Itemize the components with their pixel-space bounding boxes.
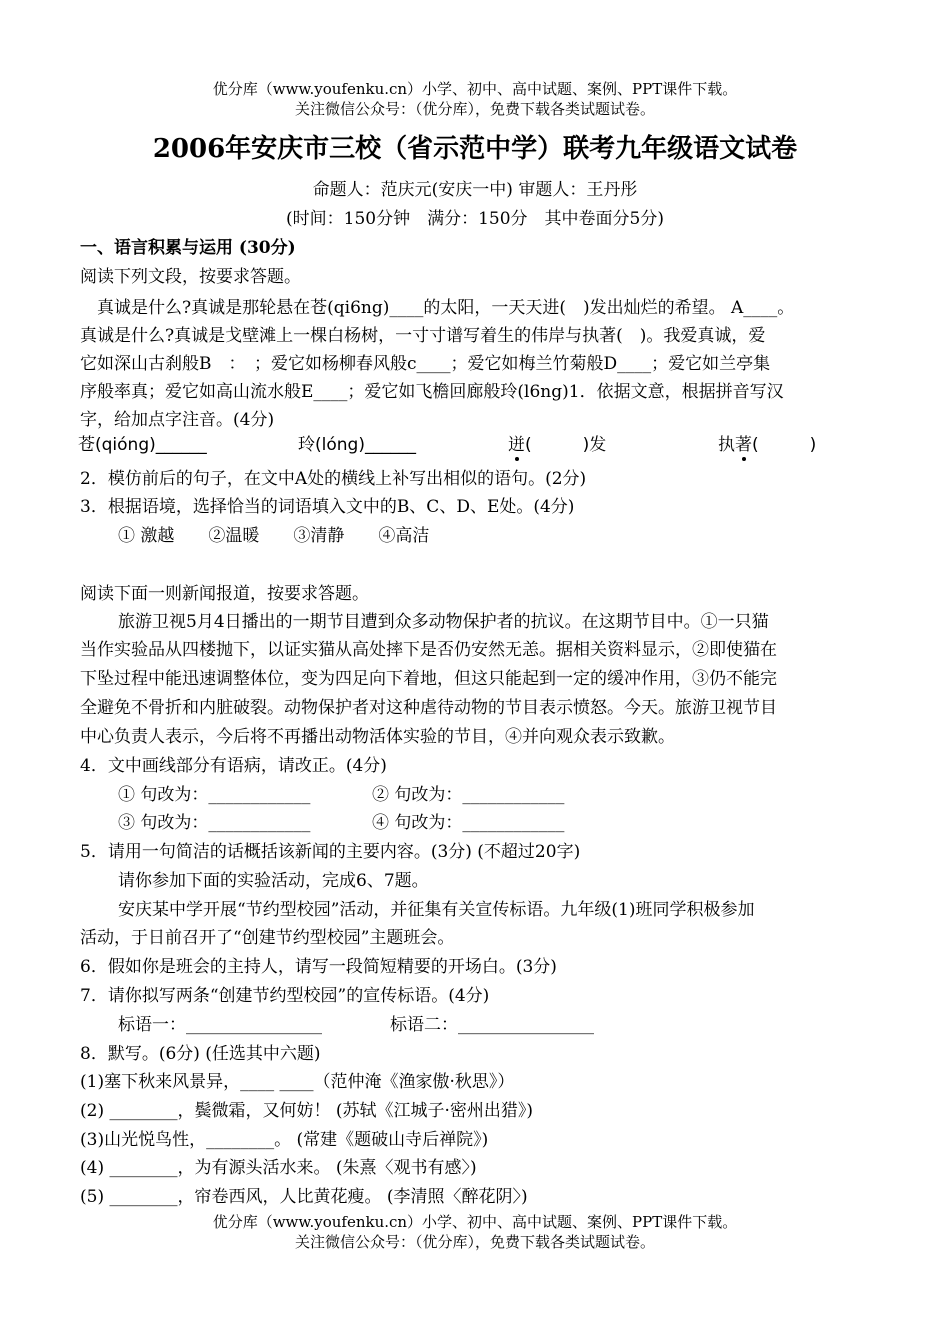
recitation-item: (2) ________，鬓微霜，又何妨！ (苏轼《江城子·密州出猎》) — [80, 1101, 534, 1121]
question-4-answer-2: ② 句改为：____________ — [372, 785, 565, 805]
news-line: 当作实验品从四楼抛下，以证实猫从高处摔下是否仍安然无恙。据相关资料显示，②即使猫在 — [80, 640, 777, 660]
question-6: 6．假如你是班会的主持人，请写一段简短精要的开场白。(3分) — [80, 957, 557, 977]
header-line-2: 关注微信公众号：（优分库），免费下载各类试题试卷。 — [294, 100, 655, 118]
question-8: 8．默写。(6分) (任选其中六题) — [80, 1044, 321, 1064]
slogan-1: 标语一：________________ — [118, 1015, 322, 1035]
pinyin-item-1 — [78, 434, 207, 456]
recitation-item: (1)塞下秋来风景异，____ ____（范仲淹《渔家傲·秋思》） — [80, 1072, 515, 1092]
slogan-2: 标语二：________________ — [390, 1015, 594, 1035]
question-6-7-intro: 请你参加下面的实验活动，完成6、7题。 — [118, 871, 429, 891]
pinyin-char-1: 苍 — [78, 435, 95, 455]
news-line: 下坠过程中能迅速调整体位，变为四足向下着地，但这只能起到一定的缓冲作用，③仍不能完 — [80, 669, 777, 689]
question-3: 3．根据语境，选择恰当的词语填入文中的B、C、D、E处。(4分) — [80, 497, 575, 517]
passage-line: 序般率真；爱它如高山流水般E____；爱它如飞檐回廊般玲(l6ng)1．依据文意，根据拼音写汉 — [80, 382, 784, 402]
passage-line: 真诚是什么?真诚是那轮悬在苍(qi6ng)____的太阳，一天天进( )发出灿烂的希望。 A____。 — [80, 298, 795, 318]
question-2: 2．模仿前后的句子，在文中A处的横线上补写出相似的语句。(2分) — [80, 469, 587, 489]
pinyin-char-4b: 著 — [735, 435, 752, 455]
recitation-item: (3)山光悦鸟性，________。 (常建《题破山寺后禅院》) — [80, 1130, 489, 1150]
instruction-1: 阅读下列文段，按要求答题。 — [80, 267, 301, 287]
section-heading: 一、语言积累与运用 (30分) — [80, 238, 296, 258]
footer-line-2: 关注微信公众号：（优分库），免费下载各类试题试卷。 — [294, 1233, 655, 1251]
pinyin-char-3: 迸 — [508, 435, 525, 455]
pinyin-item-4 — [718, 434, 816, 456]
question-4-answer-3: ③ 句改为：____________ — [118, 813, 311, 833]
pinyin-item-3 — [508, 434, 606, 456]
pinyin-char-4a: 执 — [718, 435, 735, 455]
recitation-item: (5) ________，帘卷西风，人比黄花瘦。 (李清照〈醉花阴〉) — [80, 1187, 528, 1207]
page-title: 2006年安庆市三校（省示范中学）联考九年级语文试卷 — [152, 134, 798, 164]
pinyin-answer-4: ( ) — [752, 435, 817, 455]
question-7: 7．请你拟写两条“创建节约型校园”的宣传标语。(4分) — [80, 986, 490, 1006]
question-4-answer-4: ④ 句改为：____________ — [372, 813, 565, 833]
question-5: 5．请用一句简洁的话概括该新闻的主要内容。(3分) (不超过20字) — [80, 842, 581, 862]
pinyin-answer-3: ( )发 — [525, 435, 607, 455]
passage-line: 它如深山古刹般B ： ；爱它如杨柳春风般c____；爱它如梅兰竹菊般D____；爱它如兰亭集 — [80, 354, 771, 374]
time-info: (时间：150分钟 满分：150分 其中卷面分5分) — [286, 209, 664, 229]
pinyin-answer-1: (qióng)______ — [95, 435, 207, 455]
pinyin-item-2: 玲(lóng)______ — [298, 435, 416, 455]
activity-line-2: 活动，于日前召开了“创建节约型校园”主题班会。 — [80, 928, 455, 948]
question-3-options: ① 激越 ②温暖 ③清静 ④高洁 — [118, 526, 430, 546]
news-line: 中心负责人表示，今后将不再播出动物活体实验的节目，④并向观众表示致歉。 — [80, 727, 675, 747]
recitation-item: (4) ________，为有源头活水来。 (朱熹〈观书有感〉) — [80, 1158, 477, 1178]
footer-line-1: 优分库（www.youfenku.cn）小学、初中、高中试题、案例、PPT课件下载。 — [212, 1213, 738, 1231]
question-4: 4．文中画线部分有语病，请改正。(4分) — [80, 756, 387, 776]
authors: 命题人：范庆元(安庆一中) 审题人：王丹彤 — [312, 180, 638, 200]
activity-line-1: 安庆某中学开展“节约型校园”活动，并征集有关宣传标语。九年级(1)班同学积极参加 — [118, 900, 755, 920]
header-line-1: 优分库（www.youfenku.cn）小学、初中、高中试题、案例、PPT课件下载。 — [212, 80, 738, 98]
question-4-answer-1: ① 句改为：____________ — [118, 785, 311, 805]
instruction-2: 阅读下面一则新闻报道，按要求答题。 — [80, 584, 369, 604]
passage-line: 真诚是什么?真诚是戈壁滩上一棵白杨树，一寸寸谱写着生的伟岸与执著( )。我爱真诚，爱 — [80, 326, 766, 346]
news-line: 全避免不骨折和内脏破裂。动物保护者对这种虐待动物的节目表示愤怒。今天。旅游卫视节目 — [80, 698, 777, 718]
passage-line: 字，给加点字注音。(4分) — [80, 410, 275, 430]
news-line: 旅游卫视5月4日播出的一期节目遭到众多动物保护者的抗议。在这期节目中。①一只猫 — [118, 612, 769, 632]
